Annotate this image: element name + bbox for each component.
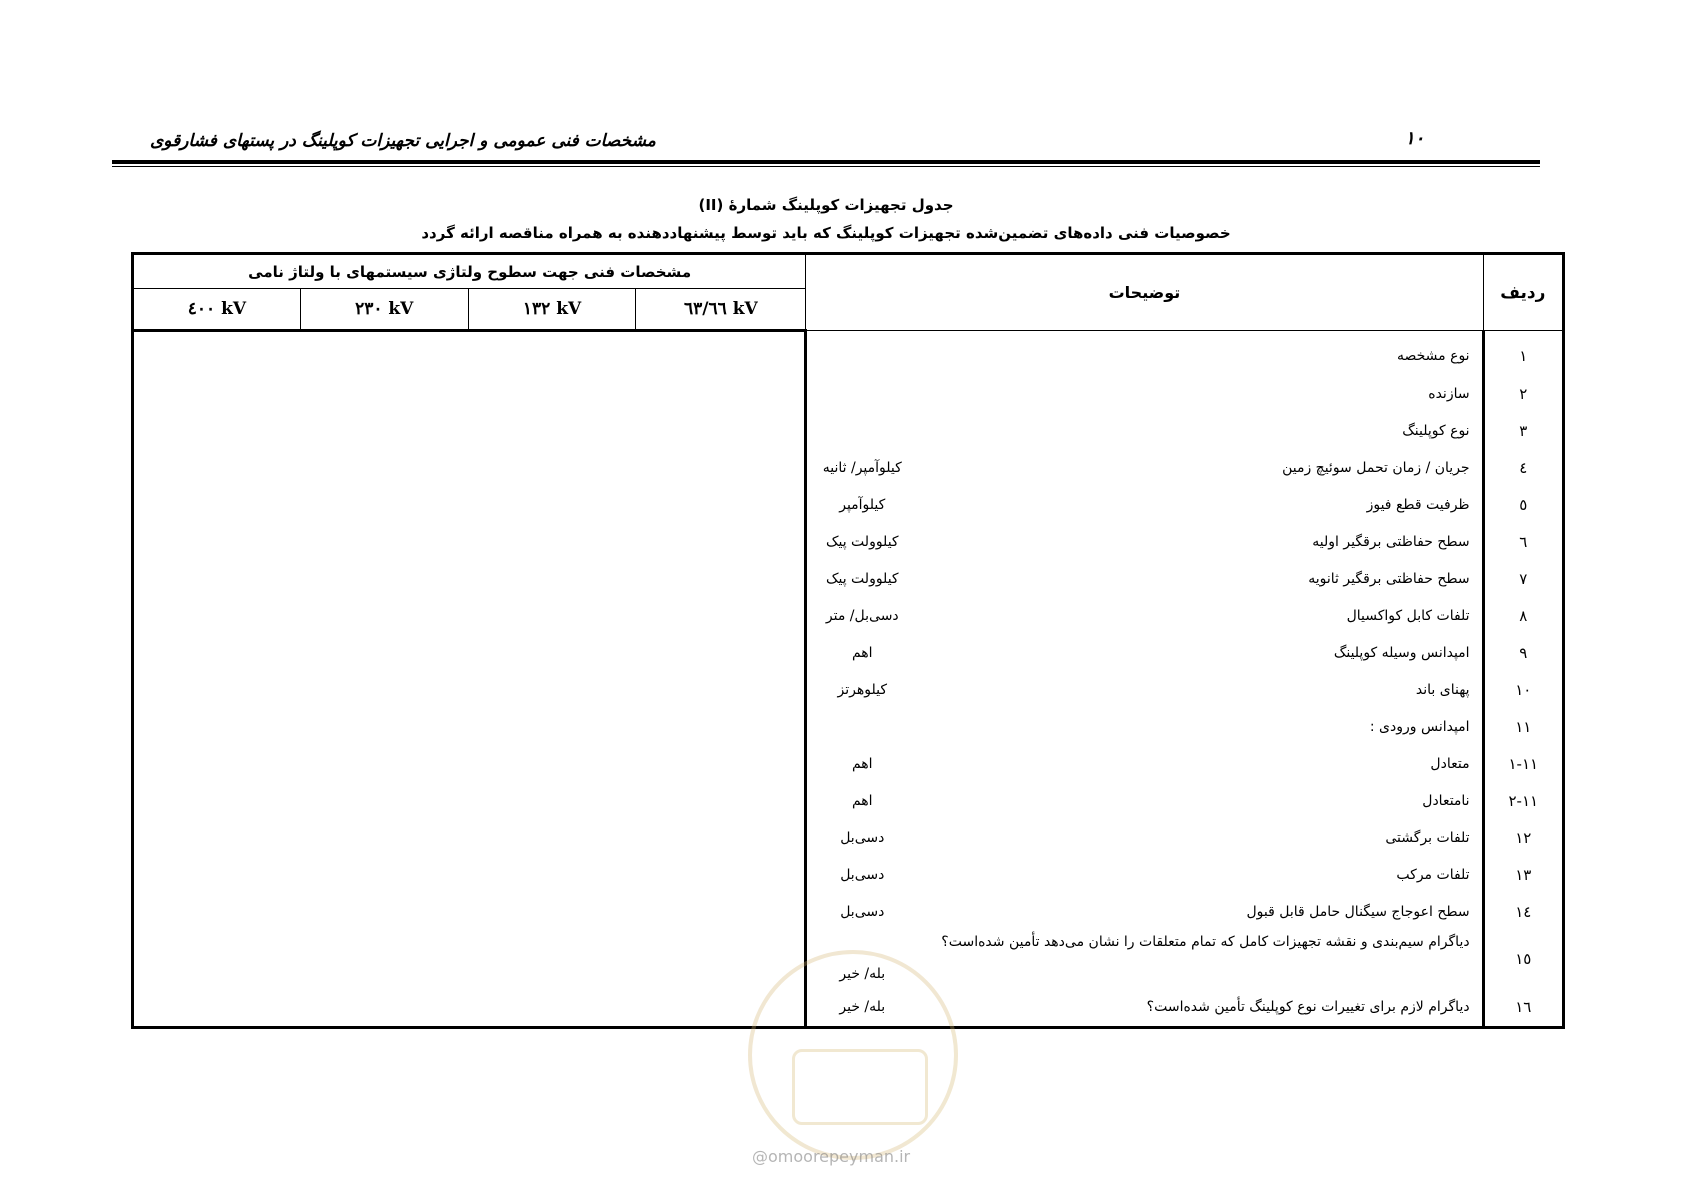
description-wrapper (807, 856, 1481, 893)
description-text: ظرفیت قطع فیوز (1366, 496, 1470, 513)
description-unit: بله/ خیر (839, 999, 886, 1015)
voltage-values-cell (133, 930, 806, 988)
voltage-values-cell (133, 560, 806, 597)
description-unit: دسی‌بل (840, 866, 885, 883)
row-number-cell: ١٢ (1483, 819, 1563, 856)
voltage-values-cell (133, 449, 806, 486)
row-number-cell: ٦ (1483, 523, 1563, 560)
watermark-url: @omoorepeyman.ir (752, 1147, 911, 1166)
row-number-cell: ٣ (1483, 412, 1563, 449)
voltage-values-cell (133, 412, 806, 449)
description-unit: اهم (851, 755, 873, 772)
row-number-cell: ١٤ (1483, 893, 1563, 930)
row-number-cell: ١٦ (1483, 988, 1563, 1028)
voltage-values-cell (133, 671, 806, 708)
description-cell (806, 560, 1483, 597)
description-wrapper (807, 671, 1481, 708)
row-number-cell: ٧ (1483, 560, 1563, 597)
row-number-cell: ١١-١ (1483, 745, 1563, 782)
description-unit: کیلوآمپر/ ثانیه (822, 459, 902, 476)
header-rule-thick (112, 160, 1540, 164)
description-wrapper (807, 523, 1481, 560)
table-row (133, 819, 1564, 856)
description-cell (806, 782, 1483, 819)
description-wrapper (807, 337, 1481, 375)
description-text: سطح اعوجاج سیگنال حامل قابل قبول (1246, 903, 1470, 920)
row-number-cell: ٢ (1483, 375, 1563, 412)
description-text: سطح حفاظتی برقگیر اولیه (1312, 533, 1470, 550)
row-number-cell: ١١-٢ (1483, 782, 1563, 819)
table-row (133, 671, 1564, 708)
description-cell (806, 412, 1483, 449)
description-wrapper (807, 893, 1481, 930)
page-header-title: مشخصات فنی عمومی و اجرایی تجهیزات کوپلینگ در پستهای فشارقوی (150, 131, 656, 151)
description-cell (806, 523, 1483, 560)
description-text: امپدانس وسیله کوپلینگ (1333, 644, 1470, 661)
table-body (133, 331, 1564, 1028)
description-cell (806, 856, 1483, 893)
description-cell (806, 893, 1483, 930)
description-wrapper (807, 375, 1481, 412)
row-number-cell: ١ (1483, 331, 1563, 376)
voltage-header-63-66kv: ٦٣/٦٦ kV (636, 289, 806, 331)
description-unit: کیلوهرتز (837, 681, 888, 698)
description-cell (806, 449, 1483, 486)
table-row (133, 782, 1564, 819)
description-cell (806, 819, 1483, 856)
voltage-values-cell (133, 634, 806, 671)
description-wrapper (807, 449, 1481, 486)
description-wrapper (807, 782, 1481, 819)
description-unit: کیلوولت پیک (825, 533, 899, 550)
description-wrapper (807, 745, 1481, 782)
description-wrapper (807, 634, 1481, 671)
watermark-seal (748, 950, 958, 1160)
row-number-cell: ١٣ (1483, 856, 1563, 893)
voltage-values-cell (133, 708, 806, 745)
description-text: تلفات کابل کواکسیال (1346, 607, 1470, 624)
description-text: سطح حفاظتی برقگیر ثانویه (1308, 570, 1470, 587)
description-unit: دسی‌بل/ متر (825, 607, 899, 624)
row-number-cell: ٥ (1483, 486, 1563, 523)
description-cell (806, 375, 1483, 412)
voltage-values-cell (133, 375, 806, 412)
page-number: ۱۰ (1405, 128, 1425, 149)
row-number-cell: ١٥ (1483, 930, 1563, 988)
voltage-values-cell (133, 856, 806, 893)
voltage-values-cell (133, 523, 806, 560)
description-wrapper (807, 819, 1481, 856)
description-wrapper (807, 708, 1481, 745)
voltage-values-cell (133, 745, 806, 782)
table-row (133, 523, 1564, 560)
table-row (133, 893, 1564, 930)
voltage-values-cell (133, 331, 806, 376)
description-text: دیاگرام لازم برای تغییرات نوع کوپلینگ تأمین شده‌است؟ (1146, 999, 1470, 1015)
voltage-header-400kv: ٤٠٠ kV (133, 289, 301, 331)
coupling-spec-table (131, 252, 1565, 1029)
row-number-cell: ٨ (1483, 597, 1563, 634)
description-cell (806, 671, 1483, 708)
table-row (133, 634, 1564, 671)
description-text: سازنده (1428, 385, 1470, 402)
table-row (133, 412, 1564, 449)
voltage-values-cell (133, 597, 806, 634)
description-text: امپدانس ورودی : (1369, 718, 1470, 735)
row-number-cell: ١٠ (1483, 671, 1563, 708)
voltage-values-cell (133, 486, 806, 523)
table-row (133, 331, 1564, 376)
voltage-group-header: مشخصات فنی جهت سطوح ولتاژی سیستمهای با ولتاژ نامی (133, 254, 806, 289)
description-text: دیاگرام سیم‌بندی و نقشه تجهیزات کامل که تمام متعلقات را نشان می‌دهد تأمین شده‌است؟ (941, 934, 1470, 950)
description-wrapper (807, 560, 1481, 597)
description-unit: اهم (851, 792, 873, 809)
description-cell (806, 597, 1483, 634)
table-row (133, 708, 1564, 745)
description-unit: بله/ خیر (839, 966, 886, 982)
voltage-values-cell (133, 819, 806, 856)
description-cell (806, 745, 1483, 782)
voltage-header-230kv: ٢٣٠ kV (300, 289, 468, 331)
voltage-values-cell (133, 893, 806, 930)
description-unit: کیلوولت پیک (825, 570, 899, 587)
description-text: پهنای باند (1415, 681, 1470, 698)
description-text: تلفات برگشتی (1385, 829, 1470, 846)
table-row (133, 486, 1564, 523)
description-text: نوع کوپلینگ (1402, 422, 1470, 439)
table-caption-subtitle: خصوصیات فنی داده‌های تضمین‌شده تجهیزات کوپلینگ که باید توسط پیشنهاددهنده به همراه مناقصه ارائه گردد (421, 224, 1231, 242)
description-cell (806, 331, 1483, 376)
row-number-cell: ٩ (1483, 634, 1563, 671)
row-number-cell: ٤ (1483, 449, 1563, 486)
table-row (133, 597, 1564, 634)
description-cell (806, 708, 1483, 745)
description-wrapper (807, 412, 1481, 449)
watermark-seal-inner (792, 1049, 928, 1125)
table-row (133, 449, 1564, 486)
description-unit: دسی‌بل (840, 903, 885, 920)
voltage-values-cell (133, 988, 806, 1028)
description-text: نوع مشخصه (1396, 348, 1470, 364)
header-rule-thin (112, 166, 1540, 167)
table-row (133, 560, 1564, 597)
description-column-header: توضیحات (806, 254, 1483, 331)
voltage-header-132kv: ١٣٢ kV (468, 289, 636, 331)
table-row (133, 856, 1564, 893)
row-number-column-header: ردیف (1483, 254, 1563, 331)
description-text: تلفات مرکب (1396, 866, 1470, 883)
description-unit: کیلوآمپر (839, 496, 886, 513)
description-text: نامتعادل (1422, 792, 1470, 809)
description-unit: اهم (851, 644, 873, 661)
description-wrapper (807, 597, 1481, 634)
table-row (133, 745, 1564, 782)
description-cell (806, 634, 1483, 671)
description-cell (806, 486, 1483, 523)
description-wrapper (807, 486, 1481, 523)
voltage-values-cell (133, 782, 806, 819)
description-text: جریان / زمان تحمل سوئیچ زمین (1282, 459, 1470, 476)
table-caption-title: جدول تجهیزات کوپلینگ شمارهٔ (II) (698, 196, 954, 214)
table-row (133, 375, 1564, 412)
description-text: متعادل (1430, 755, 1470, 772)
description-unit: دسی‌بل (840, 829, 885, 846)
row-number-cell: ١١ (1483, 708, 1563, 745)
